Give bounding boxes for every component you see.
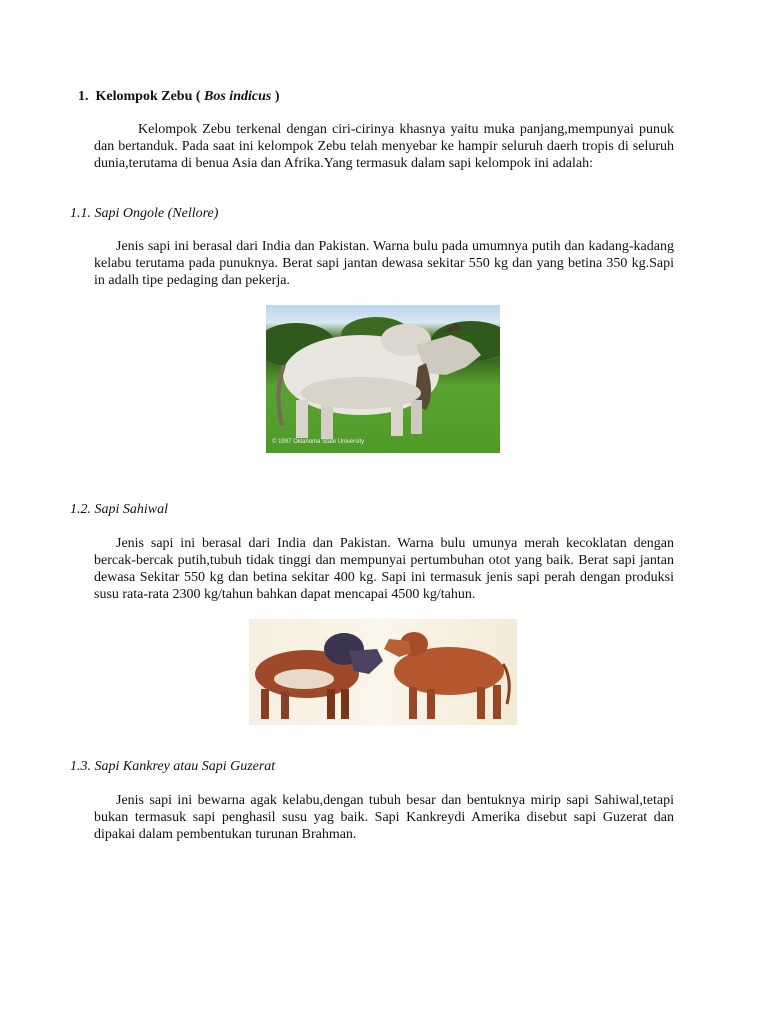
subheading-kankrey: 1.3. Sapi Kankrey atau Sapi Guzerat (70, 759, 276, 774)
sahiwal-cattle-illustration (249, 619, 517, 725)
section-number: 1. (78, 89, 89, 104)
image-watermark: © 1997 Oklahoma State University (272, 439, 365, 445)
subheading-ongole: 1.1. Sapi Ongole (Nellore) (70, 206, 219, 221)
section-heading-zebu (78, 88, 280, 105)
zebu-intro-paragraph: Kelompok Zebu terkenal dengan ciri-cirinya khasnya yaitu muka panjang,mempunyai punuk dan bertanduk. Pada saat ini kelompok Zebu telah menyebar ke hampir seluruh daerh tropis di seluruh dunia,terutama di benua Asia dan Afrika.Yang termasuk dalam sapi kelompok ini adalah: (94, 122, 674, 171)
kankrey-paragraph: Jenis sapi ini bewarna agak kelabu,dengan tubuh besar dan bentuknya mirip sapi Sahiwal,tetapi bukan termasuk sapi penghasil susu yag baik. Sapi Kankreydi Amerika disebut sapi Guzerat dan dipakai dalam pembentukan turunan Brahman. (94, 793, 674, 842)
section-title-pre: Kelompok Zebu ( (95, 89, 201, 104)
ongole-cattle-illustration (266, 305, 500, 453)
ongole-paragraph: Jenis sapi ini berasal dari India dan Pakistan. Warna bulu pada umumnya putih dan kadang-kadang kelabu terutama pada punuknya. Berat sapi jantan dewasa sekitar 550 kg dan yang betina 350 kg.Sapi in adalh tipe pedaging dan pekerja. (94, 239, 674, 288)
sahiwal-paragraph: Jenis sapi ini berasal dari India dan Pakistan. Warna bulu umunya merah kecoklatan dengan bercak-bercak putih,tubuh tidak tinggi dan mempunyai pertumbuhan otot yang baik. Berat sapi jantan dewasa Sekitar 550 kg dan betina sekitar 400 kg. Sapi ini termasuk jenis sapi perah dengan produksi susu rata-rata 2300 kg/tahun bahkan dapat mencapai 4500 kg/tahun. (94, 536, 674, 602)
section-title-latin: Bos indicus (204, 89, 272, 104)
section-title-post: ) (274, 89, 280, 104)
ongole-cattle-photo (266, 305, 500, 453)
subheading-sahiwal: 1.2. Sapi Sahiwal (70, 502, 169, 517)
sahiwal-cattle-photo (249, 619, 517, 725)
